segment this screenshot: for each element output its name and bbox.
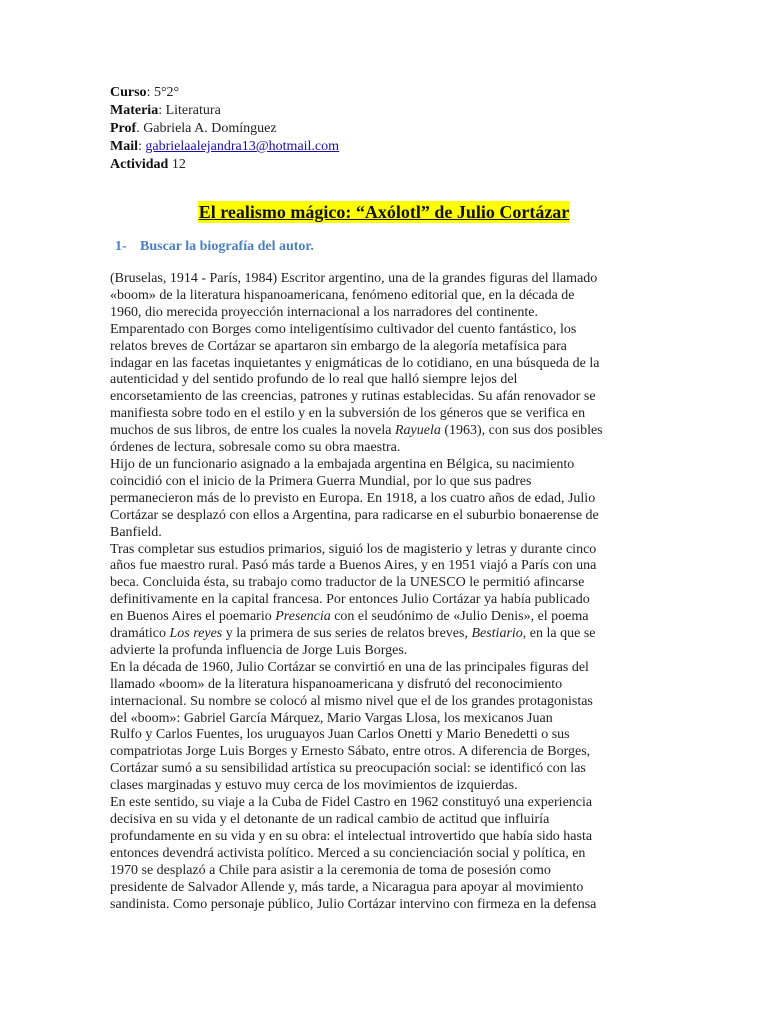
mail-line xyxy=(110,138,658,156)
text-line: internacional. Su nombre se colocó al mismo nivel que el de los grandes protagonistas xyxy=(110,693,593,709)
actividad-value: 12 xyxy=(168,157,186,172)
paragraph-1 xyxy=(110,271,658,457)
text-line: manifiesta sobre todo en el estilo y en la subversión de los géneros que se verifica en xyxy=(110,406,586,422)
text-line: permanecieron más de lo previsto en Europa. En 1918, a los cuatro años de edad, Julio xyxy=(110,490,596,506)
paragraph-2 xyxy=(110,457,658,542)
text-line: beca. Concluida ésta, su trabajo como traductor de la UNESCO le permitió afincarse xyxy=(110,575,585,591)
text-line: 1960, dio merecida proyección internacional a los narradores del continente. xyxy=(110,304,538,320)
text-line: advierte la profunda influencia de Jorge Luis Borges. xyxy=(110,642,408,658)
document-page xyxy=(110,84,658,913)
paragraph-3 xyxy=(110,542,658,660)
text-run: en Buenos Aires el poemario xyxy=(110,609,276,625)
text-line: Hijo de un funcionario asignado a la embajada argentina en Bélgica, su nacimiento xyxy=(110,456,575,472)
actividad-line xyxy=(110,156,658,174)
text-line xyxy=(110,423,658,440)
book-title-bestiario: Bestiario xyxy=(471,626,523,642)
text-line: relatos breves de Cortázar se apartaron sin embargo de la alegoría metafísica para xyxy=(110,338,567,354)
email-link[interactable]: gabrielaalejandra13@hotmail.com xyxy=(145,139,340,154)
text-run: muchos de sus libros, de entre los cuales la novela xyxy=(110,423,395,439)
text-line: profundamente en su vida y en su obra: el intelectual introvertido que había sido hasta xyxy=(110,828,593,844)
text-run: y la primera de sus series de relatos breves, xyxy=(222,626,472,642)
book-title-presencia: Presencia xyxy=(275,609,331,625)
text-run: dramático xyxy=(110,626,170,642)
section-heading xyxy=(115,238,658,256)
text-line: años fue maestro rural. Pasó más tarde a Buenos Aires, y en 1951 viajó a París con una xyxy=(110,558,597,574)
prof-label: Prof xyxy=(110,121,137,136)
text-line: encorsetamiento de las creencias, patrones y rutinas establecidas. Su afán renovador se xyxy=(110,389,596,405)
text-line: compatriotas Jorge Luis Borges y Ernesto Sábato, entre otros. A diferencia de Borges, xyxy=(110,744,591,760)
text-line xyxy=(110,626,658,643)
text-line: del «boom»: Gabriel García Márquez, Mario Vargas Llosa, los mexicanos Juan xyxy=(110,710,553,726)
text-line: autenticidad y del sentido profundo de lo real que halló siempre lejos del xyxy=(110,372,518,388)
text-line: entonces devendrá activista político. Merced a su concienciación social y política, en xyxy=(110,845,586,861)
text-line: Cortázar se desplazó con ellos a Argentina, para radicarse en el suburbio bonaerense de xyxy=(110,507,599,523)
text-line: decisiva en su vida y el detonante de un radical cambio de actitud que influiría xyxy=(110,812,550,827)
text-line: clases marginadas y estuvo muy cerca de los movimientos de izquierdas. xyxy=(110,778,518,794)
document-header xyxy=(110,84,658,174)
text-line: definitivamente en la capital francesa. Por entonces Julio Cortázar ya había publicado xyxy=(110,592,590,608)
text-line: Emparentado con Borges como inteligentísimo cultivador del cuento fantástico, los xyxy=(110,321,577,337)
text-line: Cortázar sumó a su sensibilidad artística su preocupación social: se identificó con las xyxy=(110,761,586,777)
text-line: «boom» de la literatura hispanoamericana, fenómeno editorial que, en la década de xyxy=(110,287,575,303)
curso-value: : 5°2° xyxy=(146,85,180,100)
book-title-los-reyes: Los reyes xyxy=(169,626,223,642)
text-line: En este sentido, su viaje a la Cuba de Fidel Castro en 1962 constituyó una experiencia xyxy=(110,795,593,811)
text-line: En la década de 1960, Julio Cortázar se convirtió en una de las principales figuras del xyxy=(110,659,589,675)
text-line: Tras completar sus estudios primarios, siguió los de magisterio y letras y durante cinco xyxy=(110,541,597,557)
materia-line xyxy=(110,102,658,120)
materia-value: : Literatura xyxy=(158,103,221,118)
text-line: (Bruselas, 1914 - París, 1984) Escritor argentino, una de la grandes figuras del llamado xyxy=(110,271,598,286)
prof-value: . Gabriela A. Domínguez xyxy=(136,121,277,136)
text-line: llamado «boom» de la literatura hispanoamericana y disfrutó del reconocimiento xyxy=(110,676,563,692)
text-line xyxy=(110,609,658,626)
text-line: presidente de Salvador Allende y, más tarde, a Nicaragua para apoyar al movimiento xyxy=(110,879,584,895)
text-line: sandinista. Como personaje público, Julio Cortázar intervino con firmeza en la defensa xyxy=(110,896,597,912)
paragraph-5 xyxy=(110,795,658,913)
materia-label: Materia xyxy=(110,103,159,118)
actividad-label: Actividad xyxy=(110,157,169,172)
title-container xyxy=(110,201,658,223)
text-run: con el seudónimo de «Julio Denis», el poema xyxy=(330,609,589,625)
section-number: 1- xyxy=(115,239,127,254)
book-title-rayuela: Rayuela xyxy=(394,423,441,439)
text-line: coincidió con el inicio de la Primera Guerra Mundial, por lo que sus padres xyxy=(110,473,532,489)
text-line: indagar en las facetas inquietantes y enigmáticas de lo cotidiano, en una búsqueda de la xyxy=(110,355,600,371)
document-title: El realismo mágico: “Axólotl” de Julio Cortázar xyxy=(198,202,570,222)
curso-label: Curso xyxy=(110,85,147,100)
paragraph-4 xyxy=(110,660,658,795)
text-run: , en la que se xyxy=(522,626,596,642)
text-run: (1963), con sus dos posibles xyxy=(440,423,603,439)
mail-label: Mail xyxy=(110,139,138,154)
text-line: Rulfo y Carlos Fuentes, los uruguayos Juan Carlos Onetti y Mario Benedetti o sus xyxy=(110,727,570,743)
section-heading-text: Buscar la biografía del autor. xyxy=(140,239,314,254)
text-line: 1970 se desplazó a Chile para asistir a la ceremonia de toma de posesión como xyxy=(110,862,551,878)
prof-line xyxy=(110,120,658,138)
text-line: órdenes de lectura, sobresale como su obra maestra. xyxy=(110,440,401,456)
text-line: Banfield. xyxy=(110,524,162,540)
curso-line xyxy=(110,84,658,102)
biography-body xyxy=(110,271,658,913)
mail-separator: : xyxy=(138,139,146,154)
